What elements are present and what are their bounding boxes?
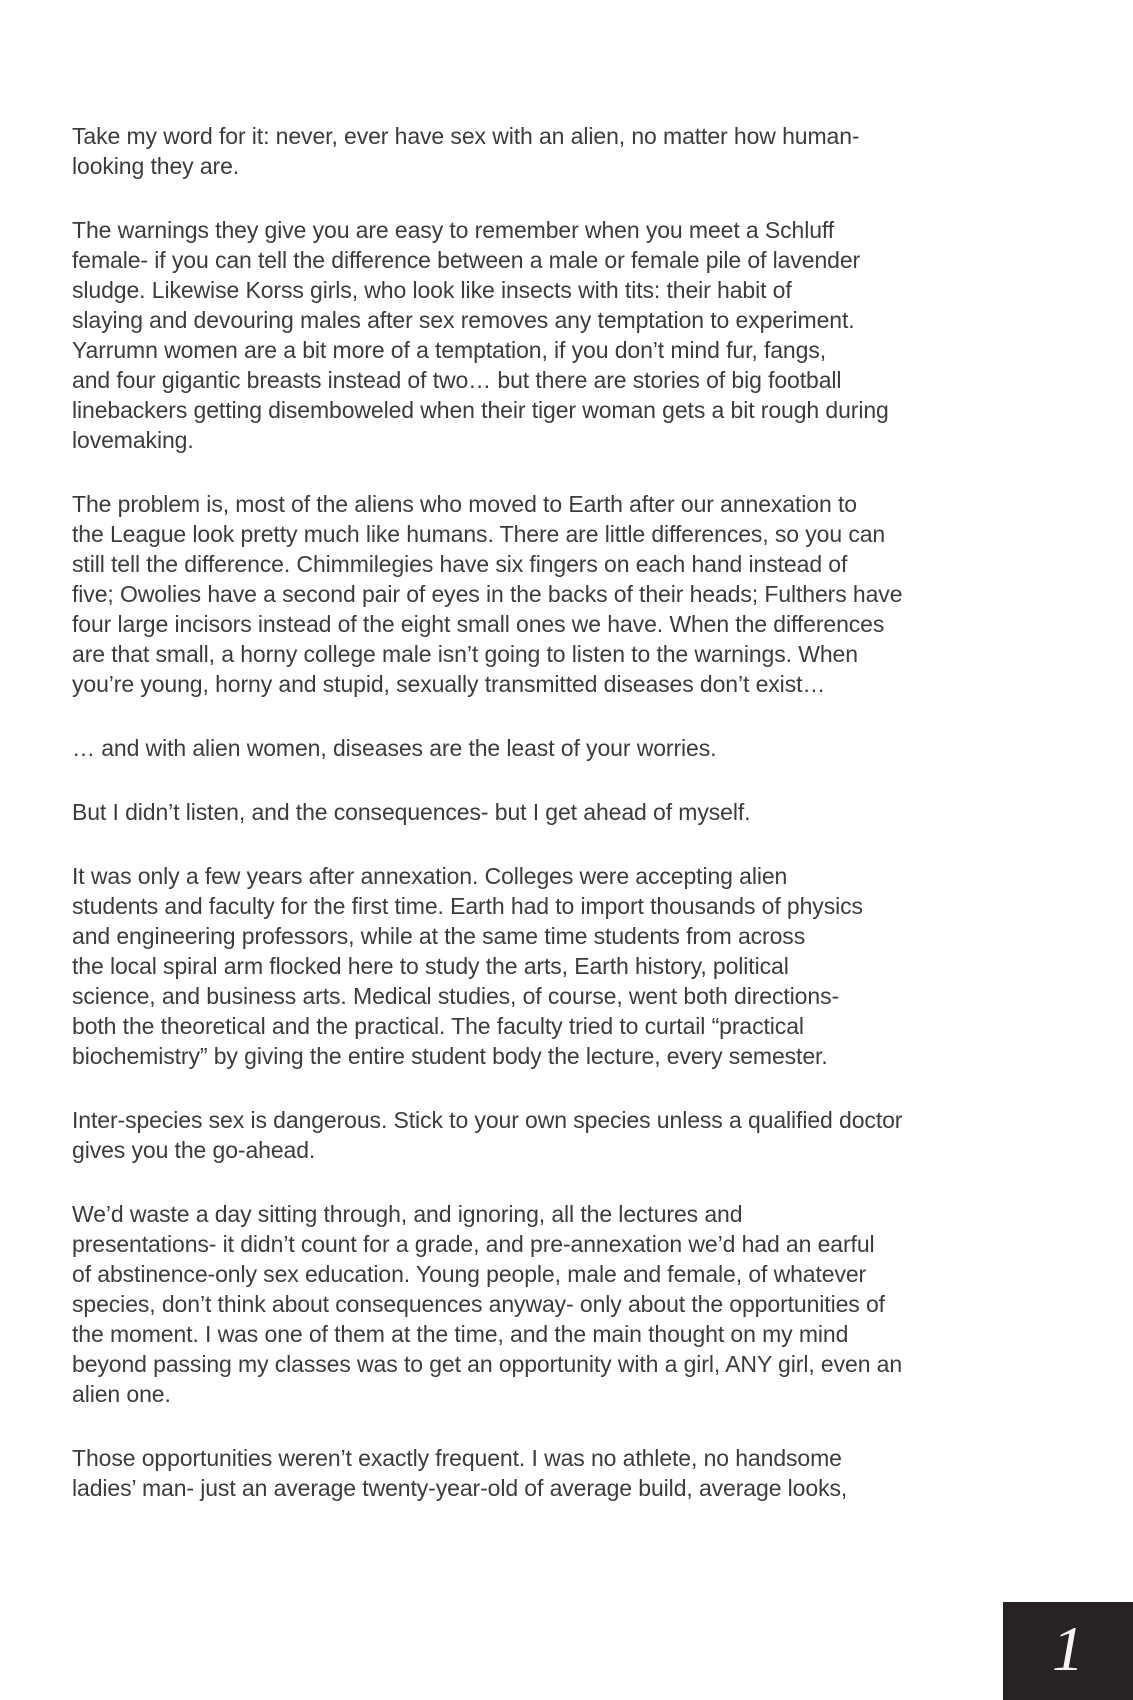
paragraph	[72, 1443, 1093, 1503]
text-line: beyond passing my classes was to get an opportunity with a girl, ANY girl, even an	[72, 1351, 903, 1377]
text-line: and four gigantic breasts instead of two… but there are stories of big football	[72, 367, 842, 393]
text-line: are that small, a horny college male isn’t going to listen to the warnings. When	[72, 641, 858, 667]
text-line: five; Owolies have a second pair of eyes in the backs of their heads; Fulthers have	[72, 581, 903, 607]
text-line: The problem is, most of the aliens who moved to Earth after our annexation to	[72, 491, 857, 517]
paragraph	[72, 489, 1093, 699]
text-line: the moment. I was one of them at the time, and the main thought on my mind	[72, 1321, 849, 1347]
paragraph	[72, 121, 1093, 181]
text-line: Take my word for it: never, ever have sex with an alien, no matter how human-	[72, 123, 860, 149]
paragraph	[72, 733, 1093, 763]
text-line: The warnings they give you are easy to remember when you meet a Schluff	[72, 217, 835, 243]
text-line: Inter-species sex is dangerous. Stick to your own species unless a qualified doctor	[72, 1107, 903, 1133]
text-line: slaying and devouring males after sex removes any temptation to experiment.	[72, 307, 855, 333]
paragraph	[72, 861, 1093, 1071]
text-line: alien one.	[72, 1381, 171, 1407]
text-line: both the theoretical and the practical. The faculty tried to curtail “practical	[72, 1013, 804, 1039]
text-line: ladies’ man- just an average twenty-year-old of average build, average looks,	[72, 1475, 848, 1501]
text-line: gives you the go-ahead.	[72, 1137, 316, 1163]
text-line: still tell the difference. Chimmilegies have six fingers on each hand instead of	[72, 551, 848, 577]
text-line: science, and business arts. Medical studies, of course, went both directions-	[72, 983, 840, 1009]
text-line: lovemaking.	[72, 427, 194, 453]
text-line: the League look pretty much like humans. There are little differences, so you can	[72, 521, 886, 547]
text-line: But I didn’t listen, and the consequences- but I get ahead of myself.	[72, 799, 751, 825]
paragraph	[72, 797, 1093, 827]
text-line: the local spiral arm flocked here to study the arts, Earth history, political	[72, 953, 789, 979]
text-block	[72, 121, 1093, 1537]
text-line: We’d waste a day sitting through, and ignoring, all the lectures and	[72, 1201, 743, 1227]
text-line: Yarrumn women are a bit more of a temptation, if you don’t mind fur, fangs,	[72, 337, 827, 363]
text-line: sludge. Likewise Korss girls, who look like insects with tits: their habit of	[72, 277, 792, 303]
text-line: presentations- it didn’t count for a grade, and pre-annexation we’d had an earful	[72, 1231, 875, 1257]
text-line: four large incisors instead of the eight small ones we have. When the differences	[72, 611, 885, 637]
text-line: and engineering professors, while at the same time students from across	[72, 923, 806, 949]
paragraph	[72, 215, 1093, 455]
text-line: It was only a few years after annexation. Colleges were accepting alien	[72, 863, 788, 889]
text-line: … and with alien women, diseases are the least of your worries.	[72, 735, 717, 761]
text-line: Those opportunities weren’t exactly frequent. I was no athlete, no handsome	[72, 1445, 842, 1471]
text-line: biochemistry” by giving the entire student body the lecture, every semester.	[72, 1043, 828, 1069]
text-line: students and faculty for the first time. Earth had to import thousands of physics	[72, 893, 863, 919]
text-line: you’re young, horny and stupid, sexually transmitted diseases don’t exist…	[72, 671, 826, 697]
text-line: linebackers getting disemboweled when their tiger woman gets a bit rough during	[72, 397, 889, 423]
paragraph	[72, 1105, 1093, 1165]
text-line: looking they are.	[72, 153, 240, 179]
page-number-box	[1003, 1602, 1133, 1700]
page-number: 1	[1052, 1613, 1084, 1684]
text-line: female- if you can tell the difference between a male or female pile of lavender	[72, 247, 861, 273]
text-line: species, don’t think about consequences anyway- only about the opportunities of	[72, 1291, 885, 1317]
paragraph	[72, 1199, 1093, 1409]
text-line: of abstinence-only sex education. Young people, male and female, of whatever	[72, 1261, 867, 1287]
